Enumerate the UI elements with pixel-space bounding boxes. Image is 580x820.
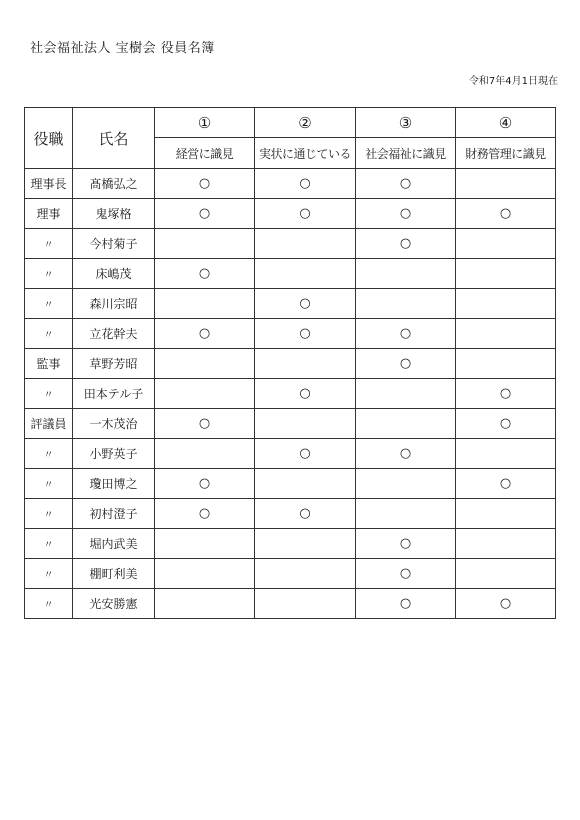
role-cell: 〃 — [25, 499, 73, 529]
qualification-mark: ○ — [456, 199, 556, 229]
empty-cell — [356, 499, 456, 529]
qualification-mark: ○ — [356, 529, 456, 559]
name-cell: 堀内武美 — [73, 529, 155, 559]
qualification-mark: ○ — [356, 319, 456, 349]
empty-cell — [456, 319, 556, 349]
empty-cell — [255, 559, 356, 589]
empty-cell — [456, 499, 556, 529]
role-cell: 理事長 — [25, 169, 73, 199]
qualification-mark: ○ — [356, 229, 456, 259]
empty-cell — [456, 349, 556, 379]
name-cell: 床嶋茂 — [73, 259, 155, 289]
role-cell: 〃 — [25, 229, 73, 259]
empty-cell — [356, 289, 456, 319]
header-name: 氏名 — [73, 108, 155, 169]
qualification-mark: ○ — [255, 499, 356, 529]
role-cell: 〃 — [25, 289, 73, 319]
name-cell: 森川宗昭 — [73, 289, 155, 319]
table-row — [25, 499, 556, 529]
empty-cell — [356, 259, 456, 289]
empty-cell — [255, 469, 356, 499]
name-cell: 光安勝憲 — [73, 589, 155, 619]
empty-cell — [255, 259, 356, 289]
criterion-number: ④ — [456, 108, 556, 138]
role-cell: 〃 — [25, 319, 73, 349]
name-cell: 髙橋弘之 — [73, 169, 155, 199]
name-cell: 鬼塚格 — [73, 199, 155, 229]
empty-cell — [155, 589, 255, 619]
qualification-mark: ○ — [456, 469, 556, 499]
table-row — [25, 169, 556, 199]
criterion-label: 実状に通じている — [255, 138, 356, 169]
empty-cell — [155, 229, 255, 259]
empty-cell — [155, 559, 255, 589]
empty-cell — [356, 469, 456, 499]
table-row — [25, 559, 556, 589]
criterion-number: ① — [155, 108, 255, 138]
qualification-mark: ○ — [255, 379, 356, 409]
roster-body — [25, 169, 556, 619]
qualification-mark: ○ — [456, 409, 556, 439]
as-of-date: 令和7年4月1日現在 — [468, 76, 558, 87]
empty-cell — [255, 589, 356, 619]
empty-cell — [255, 409, 356, 439]
name-cell: 棚町利美 — [73, 559, 155, 589]
criterion-number: ② — [255, 108, 356, 138]
empty-cell — [155, 289, 255, 319]
qualification-mark: ○ — [155, 499, 255, 529]
name-cell: 瓊田博之 — [73, 469, 155, 499]
empty-cell — [456, 229, 556, 259]
qualification-mark: ○ — [255, 169, 356, 199]
criterion-number: ③ — [356, 108, 456, 138]
table-row — [25, 409, 556, 439]
empty-cell — [155, 439, 255, 469]
empty-cell — [456, 259, 556, 289]
empty-cell — [456, 529, 556, 559]
role-cell: 〃 — [25, 379, 73, 409]
name-cell: 田本テル子 — [73, 379, 155, 409]
qualification-mark: ○ — [155, 169, 255, 199]
table-row — [25, 289, 556, 319]
empty-cell — [456, 169, 556, 199]
qualification-mark: ○ — [155, 199, 255, 229]
name-cell: 今村菊子 — [73, 229, 155, 259]
empty-cell — [356, 409, 456, 439]
qualification-mark: ○ — [155, 259, 255, 289]
table-row — [25, 439, 556, 469]
qualification-mark: ○ — [255, 439, 356, 469]
name-cell: 一木茂治 — [73, 409, 155, 439]
table-row — [25, 229, 556, 259]
criterion-label: 財務管理に識見 — [456, 138, 556, 169]
role-cell: 理事 — [25, 199, 73, 229]
qualification-mark: ○ — [356, 559, 456, 589]
empty-cell — [155, 349, 255, 379]
role-cell: 〃 — [25, 469, 73, 499]
role-cell: 〃 — [25, 589, 73, 619]
empty-cell — [456, 289, 556, 319]
empty-cell — [155, 379, 255, 409]
empty-cell — [456, 439, 556, 469]
qualification-mark: ○ — [456, 589, 556, 619]
qualification-mark: ○ — [356, 439, 456, 469]
qualification-mark: ○ — [356, 349, 456, 379]
name-cell: 立花幹夫 — [73, 319, 155, 349]
table-row — [25, 199, 556, 229]
role-cell: 監事 — [25, 349, 73, 379]
name-cell: 小野英子 — [73, 439, 155, 469]
criterion-label: 社会福祉に識見 — [356, 138, 456, 169]
empty-cell — [456, 559, 556, 589]
document-title: 社会福祉法人 宝樹会 役員名簿 — [30, 41, 215, 56]
role-cell: 〃 — [25, 259, 73, 289]
qualification-mark: ○ — [155, 469, 255, 499]
table-row — [25, 349, 556, 379]
role-cell: 評議員 — [25, 409, 73, 439]
table-row — [25, 319, 556, 349]
qualification-mark: ○ — [456, 379, 556, 409]
role-cell: 〃 — [25, 529, 73, 559]
table-row — [25, 589, 556, 619]
officer-roster-table — [24, 107, 556, 619]
table-row — [25, 379, 556, 409]
empty-cell — [255, 229, 356, 259]
table-row — [25, 259, 556, 289]
qualification-mark: ○ — [255, 289, 356, 319]
criterion-label: 経営に識見 — [155, 138, 255, 169]
table-row — [25, 529, 556, 559]
qualification-mark: ○ — [356, 169, 456, 199]
qualification-mark: ○ — [255, 319, 356, 349]
qualification-mark: ○ — [155, 409, 255, 439]
empty-cell — [155, 529, 255, 559]
role-cell: 〃 — [25, 559, 73, 589]
empty-cell — [356, 379, 456, 409]
header-role: 役職 — [25, 108, 73, 169]
qualification-mark: ○ — [356, 199, 456, 229]
name-cell: 草野芳昭 — [73, 349, 155, 379]
empty-cell — [255, 349, 356, 379]
qualification-mark: ○ — [356, 589, 456, 619]
empty-cell — [255, 529, 356, 559]
name-cell: 初村澄子 — [73, 499, 155, 529]
qualification-mark: ○ — [155, 319, 255, 349]
qualification-mark: ○ — [255, 199, 356, 229]
table-row — [25, 469, 556, 499]
role-cell: 〃 — [25, 439, 73, 469]
